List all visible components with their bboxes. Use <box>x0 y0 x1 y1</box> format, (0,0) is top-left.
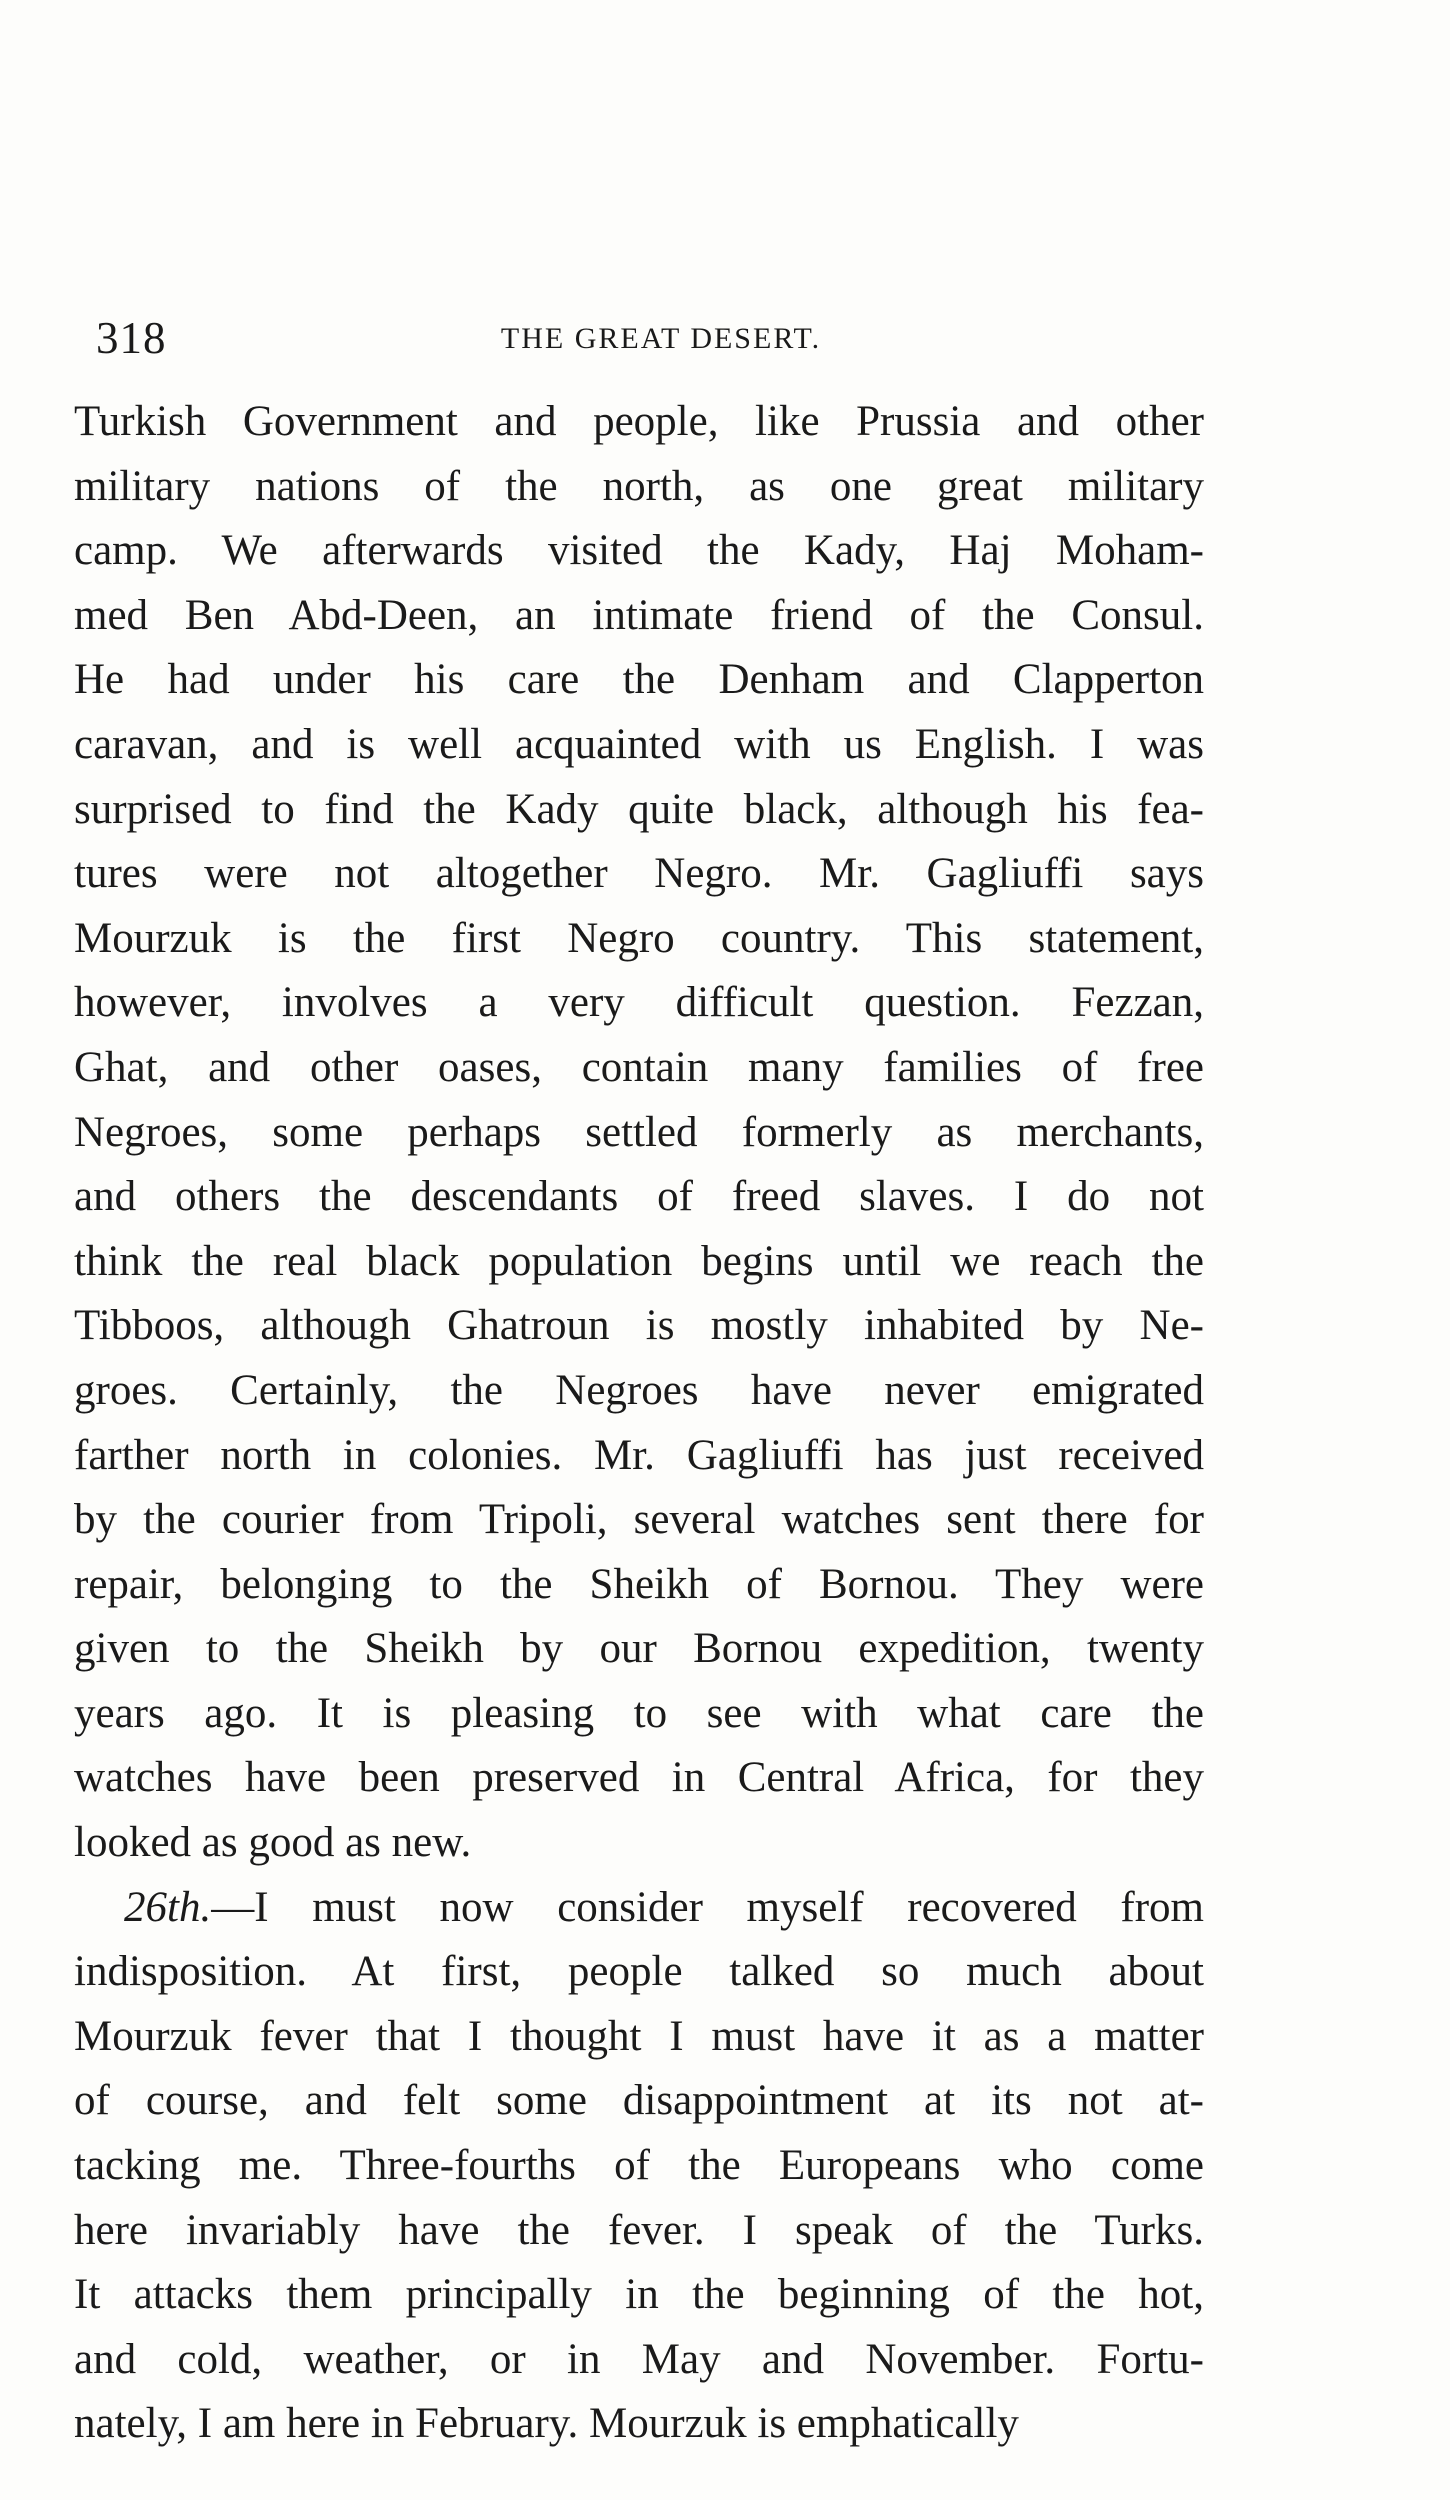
paragraph-start-line <box>74 1876 1204 1941</box>
text-line: here invariably have the fever. I speak of the Turks. <box>74 2206 1204 2254</box>
page-number: 318 <box>96 313 167 363</box>
text-line: Mourzuk fever that I thought I must have it as a matter <box>74 2012 1204 2060</box>
text-line: of course, and felt some disappointment at its not at- <box>74 2077 1204 2125</box>
text-line: and others the descendants of freed slaves. I do not <box>74 1173 1204 1221</box>
text-line: years ago. It is pleasing to see with what care the <box>74 1689 1204 1737</box>
text-line: repair, belonging to the Sheikh of Bornou. They were <box>74 1560 1204 1608</box>
running-title: THE GREAT DESERT. <box>500 322 822 355</box>
text-line: caravan, and is well acquainted with us English. I was <box>74 720 1204 768</box>
text-line: Tibboos, although Ghatroun is mostly inhabited by Ne- <box>74 1302 1204 1350</box>
text-line: nately, I am here in February. Mourzuk is emphatically <box>74 2400 1019 2448</box>
text-line: tures were not altogether Negro. Mr. Gagliuffi says <box>74 850 1204 898</box>
text-line: camp. We afterwards visited the Kady, Haj Moham- <box>74 527 1204 575</box>
text-line: farther north in colonies. Mr. Gagliuffi has just received <box>74 1431 1204 1479</box>
text-line: military nations of the north, as one great military <box>74 462 1204 510</box>
text-line: Ghat, and other oases, contain many families of free <box>74 1043 1204 1091</box>
text-line: tacking me. Three-fourths of the Europeans who come <box>74 2142 1204 2190</box>
text-line: indisposition. At first, people talked so much about <box>74 1948 1204 1996</box>
body-text <box>74 390 1204 2457</box>
text-line: Turkish Government and people, like Prussia and other <box>74 398 1204 445</box>
running-head <box>96 312 1226 372</box>
text-line: groes. Certainly, the Negroes have never emigrated <box>74 1366 1204 1414</box>
entry-date: 26th. <box>124 1883 212 1931</box>
text-line: It attacks them principally in the beginning of the hot, <box>74 2271 1204 2319</box>
text-line: watches have been preserved in Central Africa, for they <box>74 1754 1204 1802</box>
text-line: given to the Sheikh by our Bornou expedition, twenty <box>74 1625 1204 1673</box>
text-line: however, involves a very difficult question. Fezzan, <box>74 979 1204 1027</box>
text-line: Negroes, some perhaps settled formerly as merchants, <box>74 1108 1204 1156</box>
text-line: med Ben Abd-Deen, an intimate friend of the Consul. <box>74 591 1204 639</box>
text-line: Mourzuk is the first Negro country. This statement, <box>74 914 1204 962</box>
text-line: and cold, weather, or in May and November. Fortu- <box>74 2335 1204 2383</box>
entry-first-line-text: —I must now consider myself recovered from <box>211 1883 1204 1931</box>
text-line: surprised to find the Kady quite black, although his fea- <box>74 785 1204 833</box>
text-line: looked as good as new. <box>74 1819 472 1867</box>
text-line: He had under his care the Denham and Clapperton <box>74 656 1204 704</box>
text-line: by the courier from Tripoli, several watches sent there for <box>74 1496 1204 1544</box>
text-line: think the real black population begins until we reach the <box>74 1237 1204 1285</box>
